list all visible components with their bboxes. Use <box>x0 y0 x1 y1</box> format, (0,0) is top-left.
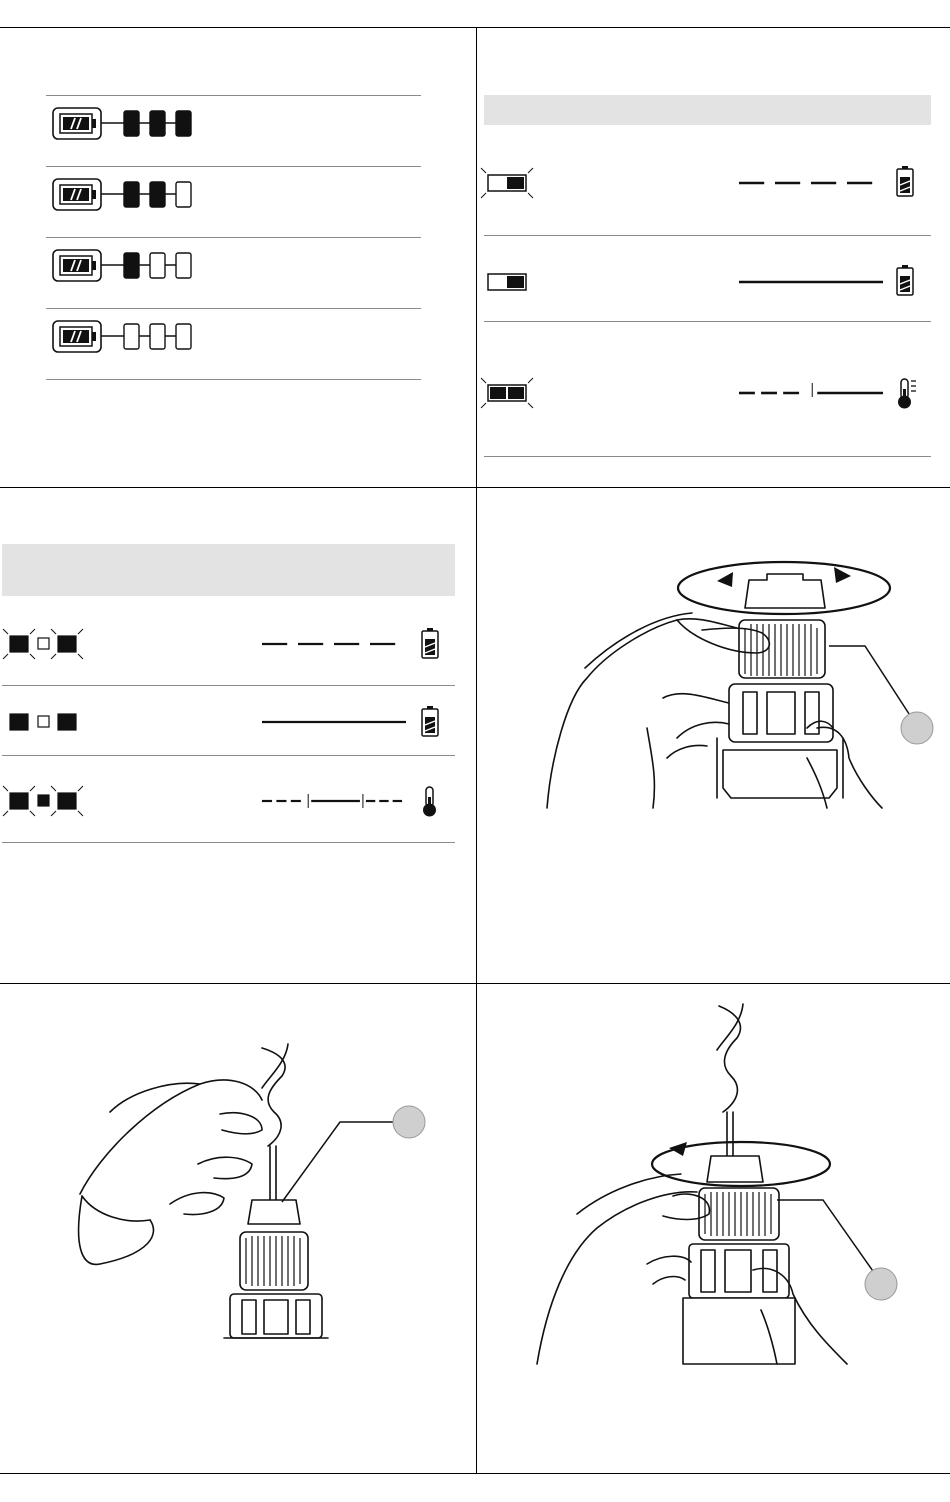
battery-charge-fill <box>63 330 89 343</box>
insert-bit-illustration <box>0 984 476 1473</box>
flash-ray <box>481 168 486 173</box>
charger-led-on <box>508 387 524 399</box>
arrowhead-icon <box>834 567 851 583</box>
flash-ray <box>528 378 533 383</box>
flash-ray <box>3 811 8 816</box>
callout-leader <box>777 1200 875 1274</box>
flash-ray <box>51 654 56 659</box>
flash-ray <box>481 403 486 408</box>
flash-ray <box>3 786 8 791</box>
flash-ray <box>528 193 533 198</box>
battery-terminal <box>92 261 96 270</box>
callout-marker <box>865 1268 897 1300</box>
gauge-led-on <box>124 182 139 207</box>
tool-indicator-panel <box>0 488 476 983</box>
flash-ray <box>3 654 8 659</box>
flash-ray <box>30 629 35 634</box>
charger-led-on <box>490 387 506 399</box>
flash-ray <box>30 811 35 816</box>
fuel-gauge-row <box>53 321 191 352</box>
flash-ray <box>30 786 35 791</box>
flash-ray <box>78 629 83 634</box>
gauge-led-off <box>150 253 165 278</box>
battery-charge-fill <box>63 117 89 130</box>
tool-led-center <box>38 795 49 806</box>
callout-marker <box>901 712 933 744</box>
tool-led-right <box>58 793 76 809</box>
fuel-gauge-graphic <box>0 28 476 487</box>
tool-led-center <box>38 638 49 649</box>
flash-ray <box>481 193 486 198</box>
flash-ray <box>30 654 35 659</box>
gauge-led-on <box>150 182 165 207</box>
gauge-led-off <box>176 253 191 278</box>
tighten-chuck-panel <box>477 984 950 1473</box>
gauge-led-on <box>124 111 139 136</box>
tool-led-left <box>10 636 28 652</box>
tool-led-left <box>10 714 28 730</box>
bottom-rule <box>0 1473 950 1474</box>
charger-indicator-panel <box>477 28 950 487</box>
gauge-led-off <box>150 324 165 349</box>
insert-bit-panel <box>0 984 476 1473</box>
tool-indicator-row <box>10 706 438 736</box>
charger-led-on <box>507 177 524 189</box>
tighten-chuck-illustration <box>477 984 950 1473</box>
gauge-led-off <box>176 324 191 349</box>
battery-terminal <box>92 332 96 341</box>
fuel-gauge-panel <box>0 28 476 487</box>
thermometer-icon-level <box>428 797 431 809</box>
charger-indicator-row <box>481 378 916 409</box>
charger-indicator-row <box>481 166 913 198</box>
tool-led-right <box>58 714 76 730</box>
flash-ray <box>3 629 8 634</box>
tool-indicator-graphic <box>0 488 476 983</box>
tool-indicator-row <box>3 786 436 817</box>
fuel-gauge-row <box>53 179 191 210</box>
tool-led-left <box>10 793 28 809</box>
fuel-gauge-row <box>53 250 191 281</box>
charger-indicator-row <box>488 265 913 295</box>
charger-led-on <box>507 276 524 288</box>
thermometer-icon-level <box>903 389 906 401</box>
open-chuck-illustration <box>477 488 950 983</box>
charger-indicator-graphic <box>477 28 950 487</box>
flash-ray <box>528 403 533 408</box>
gauge-led-off <box>176 182 191 207</box>
battery-charge-fill <box>63 259 89 272</box>
callout-leader <box>282 1122 396 1202</box>
open-chuck-panel <box>477 488 950 983</box>
fuel-gauge-row <box>53 108 191 139</box>
tool-led-center <box>38 716 49 727</box>
tool-indicator-row <box>3 628 438 659</box>
battery-terminal <box>92 190 96 199</box>
flash-ray <box>78 654 83 659</box>
flash-ray <box>51 629 56 634</box>
callout-leader <box>829 646 913 720</box>
tool-led-right <box>58 636 76 652</box>
gauge-led-on <box>150 111 165 136</box>
flash-ray <box>481 378 486 383</box>
flash-ray <box>51 786 56 791</box>
gauge-led-on <box>176 111 191 136</box>
gauge-led-on <box>124 253 139 278</box>
arrowhead-icon <box>669 1142 687 1156</box>
battery-terminal <box>92 119 96 128</box>
battery-charge-fill <box>63 188 89 201</box>
flash-ray <box>51 811 56 816</box>
flash-ray <box>78 786 83 791</box>
flash-ray <box>528 168 533 173</box>
callout-marker <box>393 1106 425 1138</box>
gauge-led-off <box>124 324 139 349</box>
arrowheade-icon <box>717 572 733 587</box>
flash-ray <box>78 811 83 816</box>
